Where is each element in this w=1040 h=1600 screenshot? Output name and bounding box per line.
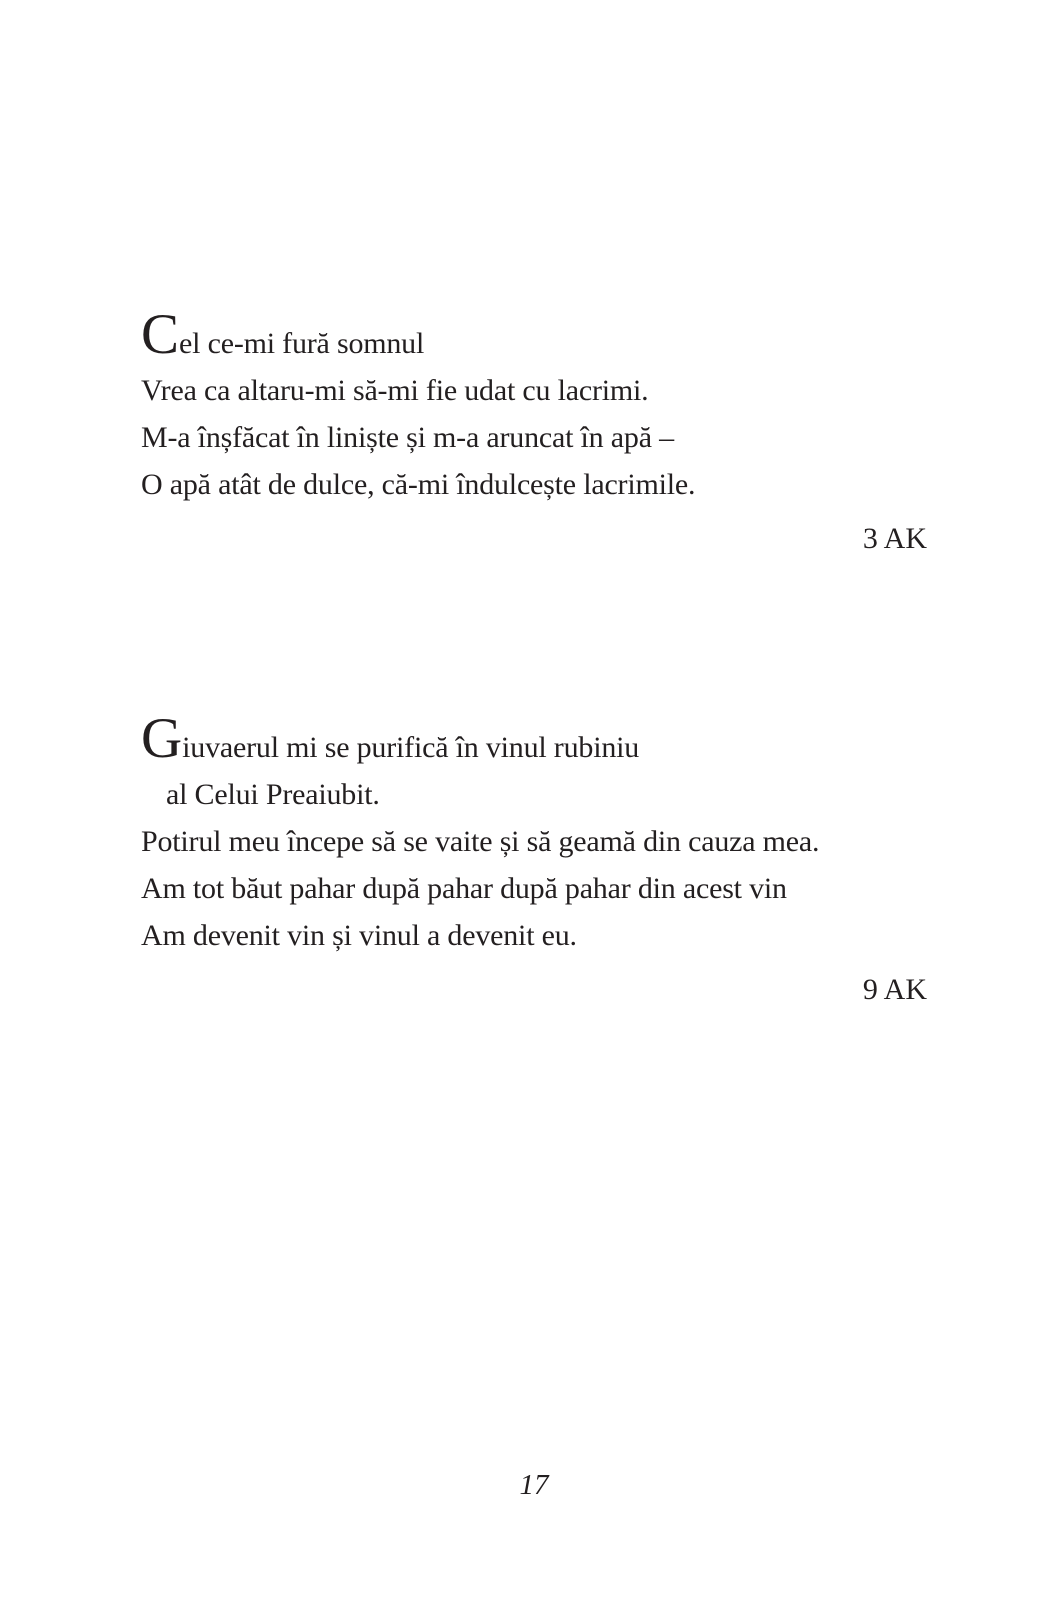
poem-line: Vrea ca altaru-mi să-mi fie udat cu lacrimi. [141,374,649,407]
poem-line-text: iuvaerul mi se purifică în vinul rubiniu [182,731,640,764]
poem-line [141,707,927,771]
poem-line-text: el ce-mi fură somnul [179,327,425,360]
poem-line: Potirul meu începe să se vaite și să geamă din cauza mea. [141,825,820,858]
page-number: 17 [519,1469,549,1501]
poem-first [141,303,927,562]
poem-line: Am devenit vin și vinul a devenit eu. [141,919,577,952]
poem-line: al Celui Preaiubit. [166,778,380,811]
drop-cap: C [141,303,180,366]
poem-attribution: 3 AK [862,522,927,555]
poem-attribution: 9 AK [862,973,927,1006]
poem-line: M-a înșfăcat în liniște și m-a aruncat în apă – [141,421,674,454]
poem-line: Am tot băut pahar după pahar după pahar din acest vin [141,872,787,905]
poem-line [141,303,927,367]
poem-line: O apă atât de dulce, că-mi îndulcește lacrimile. [141,468,696,501]
drop-cap: G [141,707,183,770]
poem-second [141,707,927,1013]
